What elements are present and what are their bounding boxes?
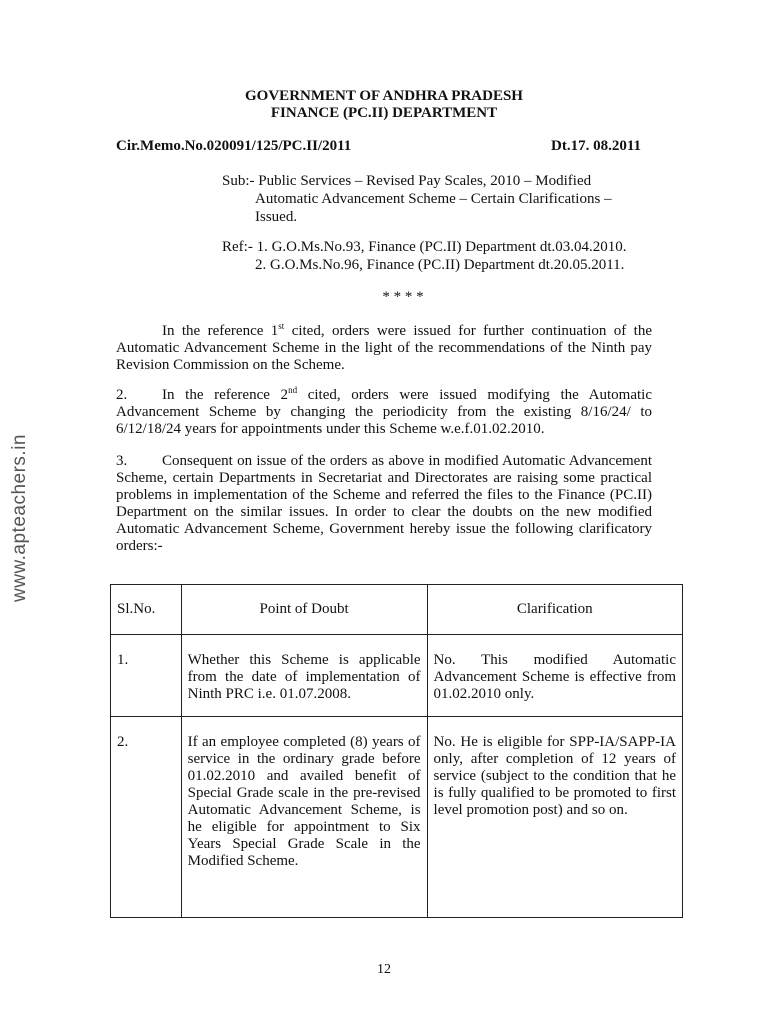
- separator-stars: * * * *: [382, 289, 424, 305]
- paragraph-3-number: 3.: [116, 453, 128, 469]
- subject-block: [222, 172, 612, 226]
- memo-number: Cir.Memo.No.020091/125/PC.II/2011: [116, 138, 352, 154]
- table-row: [111, 635, 683, 717]
- row-1-doubt: Whether this Scheme is applicable from the date of implementation of Ninth PRC i.e. 01.07.2008.: [181, 635, 427, 717]
- watermark-text: www.apteachers.in: [9, 434, 30, 602]
- references-block: [222, 238, 627, 274]
- row-2-doubt: If an employee completed (8) years of service in the ordinary grade before 01.02.2010 and availed benefit of Special Grade scale in the pre-revised Automatic Advancement Scheme, is he eligible for appointment to Six Years Special Grade Scale in the Modified Scheme.: [181, 717, 427, 918]
- watermark: [0, 428, 40, 608]
- paragraph-1-text-a: In the reference 1: [162, 323, 279, 339]
- paragraph-2-sup: nd: [288, 385, 298, 395]
- page-number: 12: [377, 962, 391, 977]
- row-2-sl: 2.: [111, 717, 182, 918]
- paragraph-2: [116, 387, 652, 438]
- paragraph-2-text-b: cited, orders were issued modifying the Automatic Advancement Scheme by changing the periodicity from the existing 8/16/24/ to 6/12/18/24 years for appointments under this Scheme w.e.f.01.02.2010.: [116, 387, 652, 437]
- paragraph-3-text: Consequent on issue of the orders as above in modified Automatic Advancement Scheme, certain Departments in Secretariat and Directorates are raising some practical problems in implementation of the Scheme and referred the files to the Finance (PC.II) Department on the similar issues. In order to clear the doubts on the new modified Automatic Advancement Scheme, Government hereby issue the following clarificatory orders:-: [116, 453, 652, 554]
- subject-line-1: Sub:- Public Services – Revised Pay Scales, 2010 – Modified: [222, 173, 592, 189]
- paragraph-2-number: 2.: [116, 387, 128, 403]
- reference-2: 2. G.O.Ms.No.96, Finance (PC.II) Department dt.20.05.2011.: [255, 257, 625, 273]
- row-1-clarification: No. This modified Automatic Advancement Scheme is effective from 01.02.2010 only.: [427, 635, 682, 717]
- reference-1: Ref:- 1. G.O.Ms.No.93, Finance (PC.II) Department dt.03.04.2010.: [222, 239, 627, 255]
- table-header-row: [111, 585, 683, 635]
- header-sl-no: Sl.No.: [111, 585, 182, 635]
- row-2-clarification: No. He is eligible for SPP-IA/SAPP-IA only, after completion of 12 years of service (subject to the condition that he is fully qualified to be promoted to first level promotion post) and so on.: [427, 717, 682, 918]
- header-point-of-doubt: Point of Doubt: [181, 585, 427, 635]
- memo-date: Dt.17. 08.2011: [551, 138, 641, 154]
- header-line-1: GOVERNMENT OF ANDHRA PRADESH: [245, 88, 523, 104]
- paragraph-3: [116, 453, 652, 555]
- paragraph-1-text-b: cited, orders were issued for further continuation of the Automatic Advancement Scheme in the light of the recommendations of the Ninth pay Revision Commission on the Scheme.: [116, 323, 652, 373]
- header-line-2: FINANCE (PC.II) DEPARTMENT: [270, 105, 498, 121]
- subject-line-3: Issued.: [255, 209, 298, 225]
- paragraph-1: [116, 323, 652, 374]
- subject-line-2: Automatic Advancement Scheme – Certain Clarifications –: [255, 191, 612, 207]
- header-clarification: Clarification: [427, 585, 682, 635]
- table-row: [111, 717, 683, 918]
- row-1-sl: 1.: [111, 635, 182, 717]
- paragraph-2-text-a: In the reference 2: [162, 387, 289, 403]
- paragraph-1-sup: st: [278, 321, 285, 331]
- clarification-table: [110, 584, 683, 918]
